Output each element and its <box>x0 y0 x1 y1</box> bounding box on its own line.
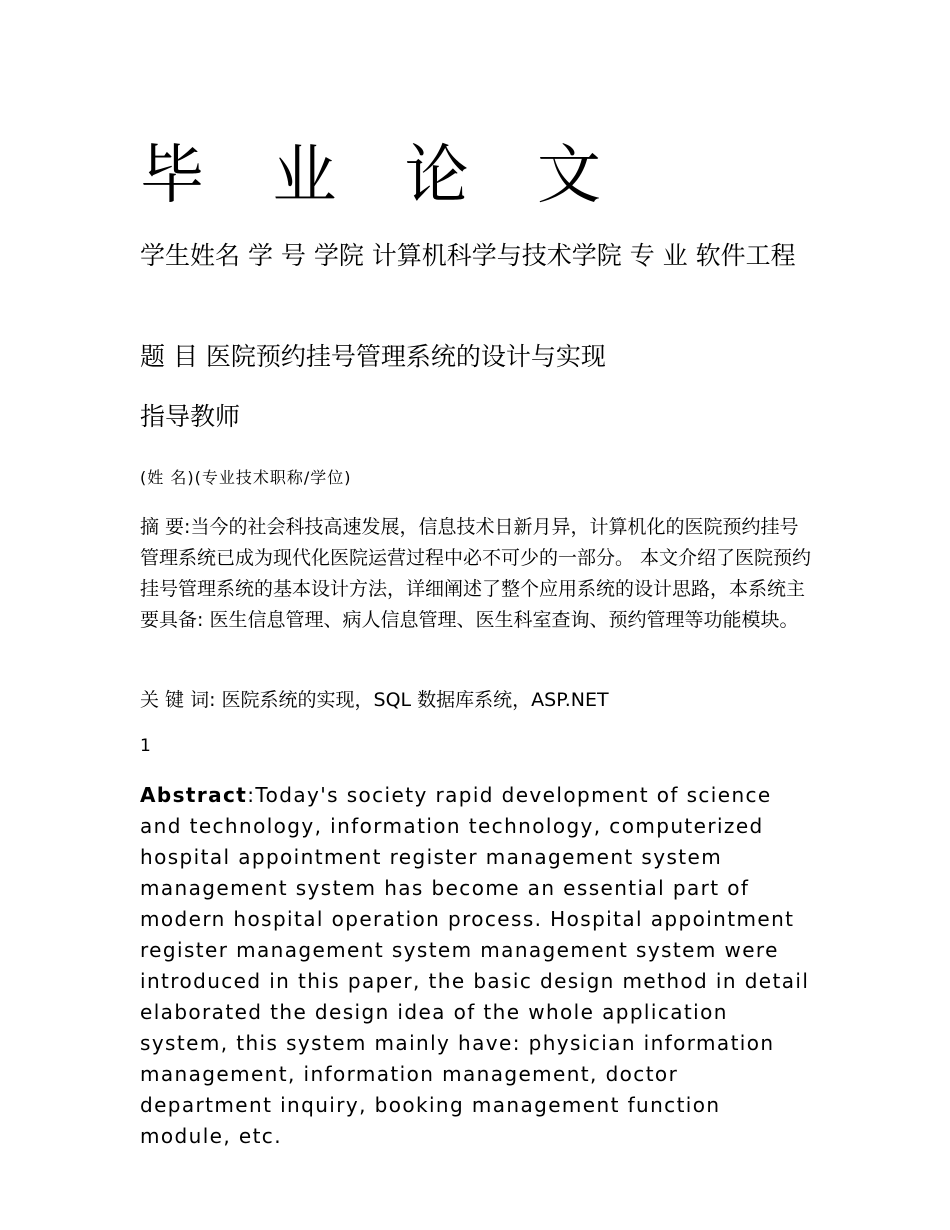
advisor-title-note: (姓 名)(专业技术职称/学位) <box>140 468 352 487</box>
english-abstract-label: Abstract <box>140 783 248 807</box>
page-number: 1 <box>140 736 151 756</box>
thesis-title: 毕 业 论 文 <box>140 139 626 213</box>
english-abstract-body: :Today's society rapid development of science and technology, information technology, computerized hospital appointment register management system management system has become an essential part of modern hospital operation process. Hospital appointment register management system management system were introduced in this paper, the basic design method in detail elaborated the design idea of the whole application system, this system mainly have: physician information management, information management, doctor department inquiry, booking management function module, etc. <box>140 783 810 1148</box>
student-info-line: 学生姓名 学 号 学院 计算机科学与技术学院 专 业 软件工程 <box>140 241 796 270</box>
chinese-keywords: 关 键 词: 医院系统的实现，SQL 数据库系统，ASP.NET <box>140 689 609 711</box>
chinese-abstract: 摘 要:当今的社会科技高速发展，信息技术日新月异，计算机化的医院预约挂号管理系统已成为现代化医院运营过程中必不可少的一部分。 本文介绍了医院预约挂号管理系统的基本设计方法，详细阐述了整个应用系统的设计思路，本系统主要具备: 医生信息管理、病人信息管理、医生科室查询、预约管理等功能模块。 <box>140 516 812 631</box>
advisor-line: 指导教师 <box>140 402 241 431</box>
english-abstract <box>140 780 812 1152</box>
topic-line: 题 目 医院预约挂号管理系统的设计与实现 <box>140 342 606 371</box>
